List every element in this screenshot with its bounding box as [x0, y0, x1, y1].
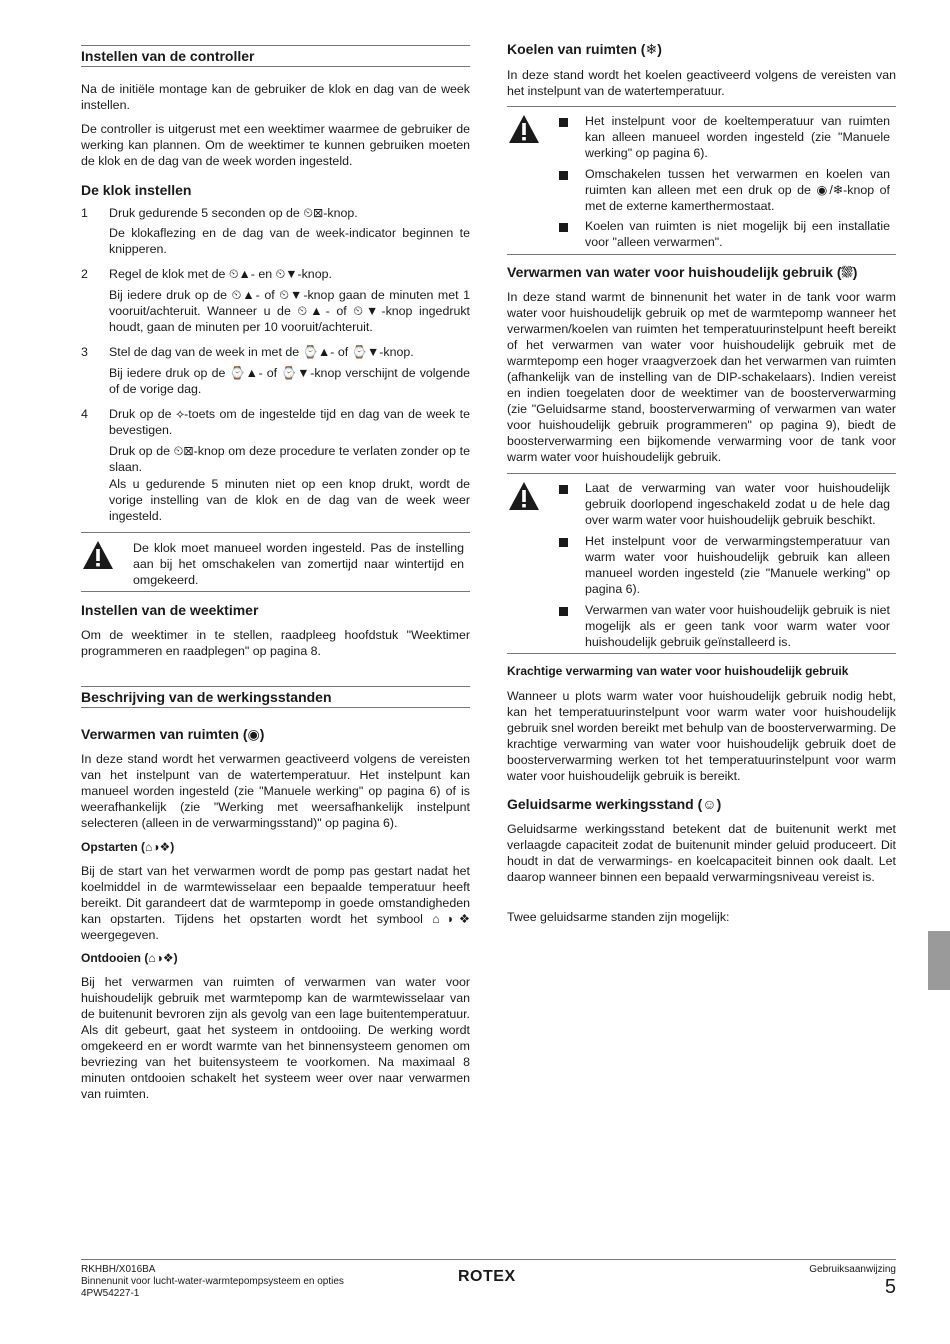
page-number: 5 [884, 1276, 896, 1298]
warning-bullet-text: Verwarmen van water voor huishoudelijk gebruik is niet mogelijk als er geen tank voor warm water voor huishoudelijk gebruik geïnstalleerd is. [585, 603, 890, 649]
paragraph-ontdooien: Bij het verwarmen van ruimten of verwarmen van water voor huishoudelijk gebruik met warmtepomp kan de warmtewisselaar van de buitenunit bevroren zijn als gevolg van een lage buitentemperatuur. Als dit gebeurt, gaat het systeem in ontdooiing. De werking wordt omgekeerd en er wordt warmte van het binnensysteem genomen om bevriezing van het buitensysteem te voorkomen. Na maximaal 8 minuten ontdooien schakelt het systeem weer over naar verwarmen van ruimten. [81, 975, 470, 1101]
paragraph-geluid-1: Geluidsarme werkingsstand betekent dat de buitenunit werkt met verlaagde capaciteit zodat de buitenunit minder geluid produceert. Dit houdt in dat de verwarmings- en koelcapaciteit binnen ook daalt. Let daarop wanneer binnen een bepaald verwarmingsniveau vereist is. [507, 822, 896, 884]
warning-bullet-text: Het instelpunt voor de verwarmingstemperatuur van warm water voor huishoudelijk gebruik kan alleen manueel worden ingesteld (zie "Manuele werking" op pagina 6). [585, 534, 890, 596]
step-text: Druk op de ⟡-toets om de ingestelde tijd en dag van de week te bevestigen. [109, 407, 470, 437]
warning-bullet-text: Omschakelen tussen het verwarmen en koelen van ruimten kan alleen met een druk op de ◉/❄-knop of met de externe kamerthermostaat. [585, 167, 890, 213]
paragraph-weektimer: Om de weektimer in te stellen, raadpleeg hoofdstuk "Weektimer programmeren en raadplegen" op pagina 8. [81, 628, 470, 658]
footer-doc-type: Gebruiksaanwijzing [809, 1264, 896, 1275]
heading-verwarmen: Verwarmen van ruimten (◉) [81, 726, 265, 742]
bullet-square-icon [559, 607, 568, 616]
heading-opstarten: Opstarten (⌂◑❖) [81, 840, 175, 854]
footer-divider [81, 1259, 896, 1260]
heading-ontdooien: Ontdooien (⌂◑❖) [81, 951, 178, 965]
bullet-square-icon [559, 171, 568, 180]
footer-code: 4PW54227-1 [81, 1288, 140, 1299]
heading-geluid: Geluidsarme werkingsstand (☺) [507, 796, 722, 812]
heading-klok: De klok instellen [81, 182, 192, 198]
heading-koelen: Koelen van ruimten (❄) [507, 41, 662, 57]
bullet-square-icon [559, 485, 568, 494]
step-text: Stel de dag van de week in met de ⌚▲- of ⌚▼-knop. [109, 345, 414, 359]
step-number: 3 [81, 345, 88, 359]
bullet-square-icon [559, 223, 568, 232]
heading-beschrijving: Beschrijving van de werkingsstanden [81, 686, 470, 708]
step-text: De klokaflezing en de dag van de week-indicator beginnen te knipperen. [109, 226, 470, 256]
heading-weektimer: Instellen van de weektimer [81, 602, 259, 618]
step-number: 1 [81, 206, 88, 220]
heading-controller: Instellen van de controller [81, 45, 470, 67]
paragraph-water: In deze stand warmt de binnenunit het water in de tank voor warm water voor huishoudelijk gebruik op met de warmtepomp wanneer het verwarmen/koelen van ruimten het temperatuurinstelpunt heeft bereikt of het verwarmen van water voor huishoudelijk gebruik met de warmtepomp een hoger vraagverzoek dan het verwarmen van ruimten (afhankelijk van de instelling van de DIP-schakelaars). Indien vereist en indien toegelaten door de weektimer van de boosterverwarming (zie "Geluidsarme stand, boosterverwarming of verwarmen van water voor huishoudelijk gebruik programmeren" op pagina 9), biedt de boosterverwarming een bijkomende verwarming voor de tank voor warm water voor huishoudelijk gebruik. [507, 290, 896, 464]
bullet-square-icon [559, 538, 568, 547]
step-number: 2 [81, 267, 88, 281]
paragraph-koelen: In deze stand wordt het koelen geactiveerd volgens de vereisten van het instelpunt van de watertemperatuur. [507, 68, 896, 98]
warning-icon [507, 113, 541, 145]
heading-water: Verwarmen van water voor huishoudelijk gebruik (⛆) [507, 264, 858, 280]
paragraph-verwarmen: In deze stand wordt het verwarmen geactiveerd volgens de vereisten van het instelpunt van de watertemperatuur. Het instelpunt kan manueel worden ingesteld (zie "Manuele werking" op pagina 6) of is weerafhankelijk (zie "Werking met weersafhankelijk instelpunt selecteren (alleen in de verwarmingsstand)" op pagina 6). [81, 752, 470, 830]
step-text: Bij iedere druk op de ⏲▲- of ⏲▼-knop gaan de minuten met 1 vooruit/achteruit. Wanneer u de ⏲▲- of ⏲▼-knop ingedrukt houdt, gaan de minuten per 10 vooruit/achteruit. [109, 288, 470, 334]
warning-bullet-text: Laat de verwarming van water voor huishoudelijk gebruik doorlopend ingeschakeld zodat u de hele dag over warm water voor huishoudelijk gebruik beschikt. [585, 481, 890, 527]
paragraph-krachtig: Wanneer u plots warm water voor huishoudelijk gebruik nodig hebt, kan het temperatuurinstelpunt voor warm water voor huishoudelijk gebruik snel worden bereikt met behulp van de boosterverwarming. De krachtige verwarming van water voor huishoudelijk gebruik doet de boosterverwarming werken tot het temperatuurinstelpunt voor warm water voor huishoudelijk gebruik is bereikt. [507, 689, 896, 783]
heading-krachtig: Krachtige verwarming van water voor huishoudelijk gebruik [507, 664, 849, 678]
warning-icon [81, 539, 115, 571]
warning-text: De klok moet manueel worden ingesteld. Pas de instelling aan bij het omschakelen van zomertijd naar wintertijd en omgekeerd. [133, 541, 464, 587]
paragraph-geluid-2: Twee geluidsarme standen zijn mogelijk: [507, 910, 730, 924]
brand-logo: ROTEX [458, 1268, 516, 1285]
step-text: Druk op de ⏲⊠-knop om deze procedure te verlaten zonder op te slaan. [109, 444, 470, 474]
paragraph-controller-2: De controller is uitgerust met een weektimer waarmee de gebruiker de werking kan plannen. Om de weektimer te kunnen gebruiken moeten de klok en de dag van de week worden ingesteld. [81, 122, 470, 168]
bullet-square-icon [559, 118, 568, 127]
warning-icon [507, 480, 541, 512]
step-number: 4 [81, 407, 88, 421]
warning-box-klok [81, 532, 470, 592]
footer-model: RKHBH/X016BA [81, 1264, 156, 1275]
step-text: Bij iedere druk op de ⌚▲- of ⌚▼-knop verschijnt de volgende of de vorige dag. [109, 366, 470, 396]
step-text: Als u gedurende 5 minuten niet op een knop drukt, wordt de vorige instelling van de klok en de dag van de week weer ingesteld. [109, 477, 470, 523]
warning-bullet-text: Koelen van ruimten is niet mogelijk bij een installatie voor "alleen verwarmen". [585, 219, 890, 249]
paragraph-opstarten: Bij de start van het verwarmen wordt de pomp pas gestart nadat het koelmiddel in de warmtewisselaar een bepaalde temperatuur heeft bereikt. Dit garandeert dat de warmtepomp in goede omstandigheden kan opstarten. Tijdens het opstarten wordt het symbool ⌂◑❖ weergegeven. [81, 864, 470, 942]
warning-bullet-text: Het instelpunt voor de koeltemperatuur van ruimten kan alleen manueel worden ingesteld (zie "Manuele werking" op pagina 6). [585, 114, 890, 160]
warning-box-koelen [507, 106, 896, 255]
footer-description: Binnenunit voor lucht-water-warmtepompsysteem en opties [81, 1276, 344, 1287]
paragraph-controller-1: Na de initiële montage kan de gebruiker de klok en dag van de week instellen. [81, 82, 470, 112]
step-text: Regel de klok met de ⏲▲- en ⏲▼-knop. [109, 267, 332, 281]
step-text: Druk gedurende 5 seconden op de ⏲⊠-knop. [109, 206, 358, 220]
warning-box-water [507, 473, 896, 654]
chapter-tab-marker [928, 931, 950, 990]
